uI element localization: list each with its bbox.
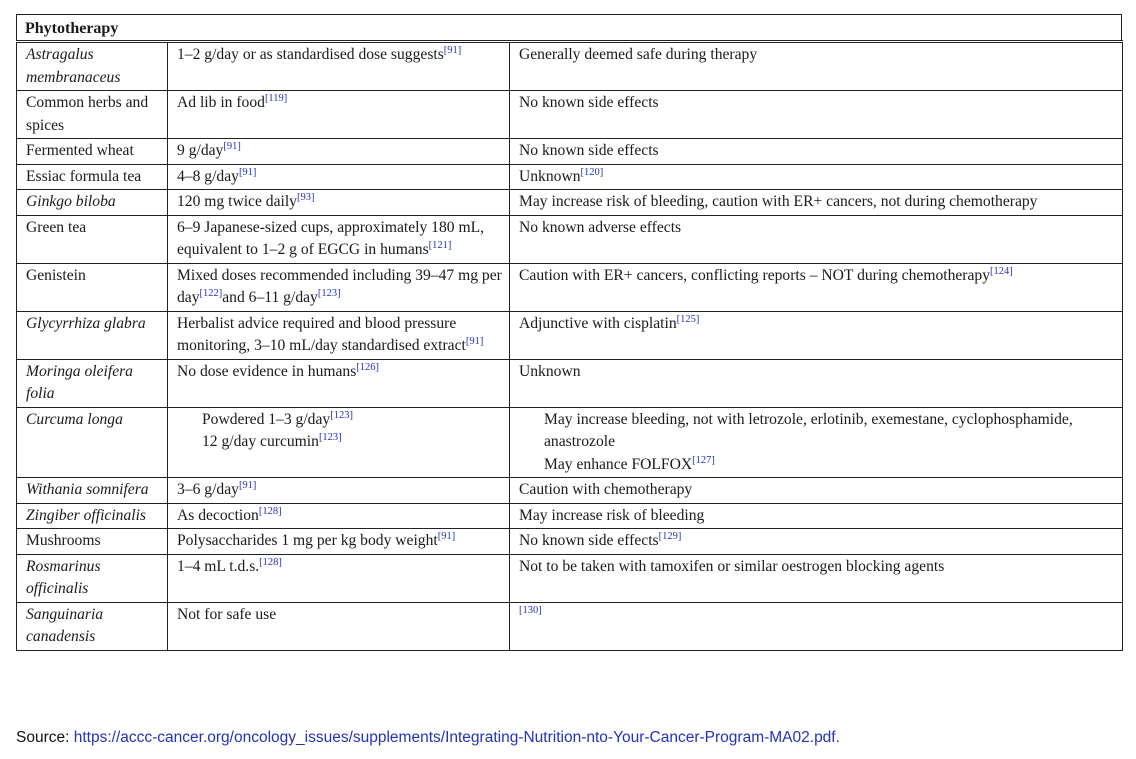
table-row: [17, 311, 1123, 359]
dose-cell: Powdered 1–3 g/day[123] 12 g/day curcumin[123]: [168, 407, 510, 478]
herb-name: Genistein: [17, 263, 168, 311]
citation-link[interactable]: [120]: [580, 166, 604, 178]
citation-link[interactable]: [121]: [428, 239, 452, 251]
safety-cell: Unknown[120]: [510, 164, 1123, 190]
citation-link[interactable]: [123]: [317, 287, 341, 299]
safety-cell: Caution with ER+ cancers, conflicting reports – NOT during chemotherapy[124]: [510, 263, 1123, 311]
table-row: [17, 215, 1123, 263]
herb-name: Fermented wheat: [17, 139, 168, 165]
citation-link[interactable]: [130]: [519, 604, 542, 616]
citation-link[interactable]: [123]: [330, 409, 353, 421]
safety-cell: May increase risk of bleeding, caution with ER+ cancers, not during chemotherapy: [510, 190, 1123, 216]
safety-cell: Adjunctive with cisplatin[125]: [510, 311, 1123, 359]
citation-link[interactable]: [128]: [258, 505, 282, 517]
source-label: Source:: [16, 729, 70, 746]
citation-link[interactable]: [91]: [465, 335, 484, 347]
dose-cell: Not for safe use: [168, 602, 510, 650]
dose-cell: Polysaccharides 1 mg per kg body weight[91]: [168, 529, 510, 555]
dose-cell: 1–4 mL t.d.s.[128]: [168, 554, 510, 602]
safety-cell: No known side effects: [510, 91, 1123, 139]
citation-link[interactable]: [91]: [443, 44, 462, 56]
citation-link[interactable]: [119]: [264, 92, 288, 104]
source-link[interactable]: https://accc-cancer.org/oncology_issues/supplements/Integrating-Nutrition-nto-Your-Cancer-Program-MA02.pdf.: [73, 729, 840, 746]
citation-link[interactable]: [91]: [238, 166, 257, 178]
dose-cell: Herbalist advice required and blood pressure monitoring, 3–10 mL/day standardised extract[91]: [168, 311, 510, 359]
citation-link[interactable]: [91]: [223, 140, 241, 152]
dose-cell: 9 g/day[91]: [168, 139, 510, 165]
herb-name: Glycyrrhiza glabra: [17, 311, 168, 359]
source-line: [16, 729, 840, 747]
citation-link[interactable]: [122]: [199, 287, 223, 299]
table-left-border: [16, 14, 17, 40]
table-row: [17, 478, 1123, 504]
safety-cell: Unknown: [510, 359, 1123, 407]
herb-name: Curcuma longa: [17, 407, 168, 478]
herb-name: Moringa oleifera folia: [17, 359, 168, 407]
table-top-rule: [16, 14, 1122, 15]
table-right-border: [1121, 14, 1122, 40]
citation-link[interactable]: [125]: [676, 313, 700, 325]
safety-cell: [510, 602, 1123, 650]
herb-name: Mushrooms: [17, 529, 168, 555]
dose-cell: As decoction[128]: [168, 503, 510, 529]
dose-cell: 120 mg twice daily[93]: [168, 190, 510, 216]
citation-link[interactable]: [129]: [658, 530, 682, 542]
phytotherapy-table: [16, 40, 1123, 651]
citation-link[interactable]: [127]: [692, 454, 715, 466]
dose-cell: Ad lib in food[119]: [168, 91, 510, 139]
herb-name: Rosmarinus officinalis: [17, 554, 168, 602]
safety-cell: May increase bleeding, not with letrozole, erlotinib, exemestane, cyclophosphamide, anastrozole May enhance FOLFOX[127]: [510, 407, 1123, 478]
table-row: [17, 42, 1123, 91]
table-row: [17, 190, 1123, 216]
safety-cell: Caution with chemotherapy: [510, 478, 1123, 504]
safety-cell: No known side effects: [510, 139, 1123, 165]
dose-cell: 4–8 g/day[91]: [168, 164, 510, 190]
herb-name: Sanguinaria canadensis: [17, 602, 168, 650]
safety-cell: Not to be taken with tamoxifen or similar oestrogen blocking agents: [510, 554, 1123, 602]
table-row: [17, 359, 1123, 407]
citation-link[interactable]: [126]: [356, 361, 380, 373]
table-row: [17, 263, 1123, 311]
herb-name: Ginkgo biloba: [17, 190, 168, 216]
dose-cell: No dose evidence in humans[126]: [168, 359, 510, 407]
herb-name: Essiac formula tea: [17, 164, 168, 190]
table-row: [17, 164, 1123, 190]
citation-link[interactable]: [123]: [318, 431, 342, 443]
dose-cell: 3–6 g/day[91]: [168, 478, 510, 504]
citation-link[interactable]: [91]: [238, 479, 257, 491]
citation-link[interactable]: [128]: [259, 556, 282, 568]
safety-cell: No known adverse effects: [510, 215, 1123, 263]
section-title: Phytotherapy: [25, 20, 119, 37]
citation-link[interactable]: [91]: [437, 530, 456, 542]
table-row: [17, 91, 1123, 139]
table-row: [17, 529, 1123, 555]
herb-name: Withania somnifera: [17, 478, 168, 504]
table-row: [17, 503, 1123, 529]
citation-link[interactable]: [93]: [296, 191, 315, 203]
table-row: [17, 139, 1123, 165]
safety-cell: May increase risk of bleeding: [510, 503, 1123, 529]
dose-cell: 6–9 Japanese-sized cups, approximately 180 mL, equivalent to 1–2 g of EGCG in humans[121]: [168, 215, 510, 263]
citation-link[interactable]: [124]: [990, 265, 1013, 277]
table-row: [17, 602, 1123, 650]
herb-name: Zingiber officinalis: [17, 503, 168, 529]
dose-cell: Mixed doses recommended including 39–47 mg per day[122]and 6–11 g/day[123]: [168, 263, 510, 311]
dose-cell: 1–2 g/day or as standardised dose suggests[91]: [168, 42, 510, 91]
table-row: [17, 554, 1123, 602]
herb-name: Green tea: [17, 215, 168, 263]
table-row: [17, 407, 1123, 478]
safety-cell: No known side effects[129]: [510, 529, 1123, 555]
herb-name: Common herbs and spices: [17, 91, 168, 139]
herb-name: Astragalus membranaceus: [17, 42, 168, 91]
safety-cell: Generally deemed safe during therapy: [510, 42, 1123, 91]
